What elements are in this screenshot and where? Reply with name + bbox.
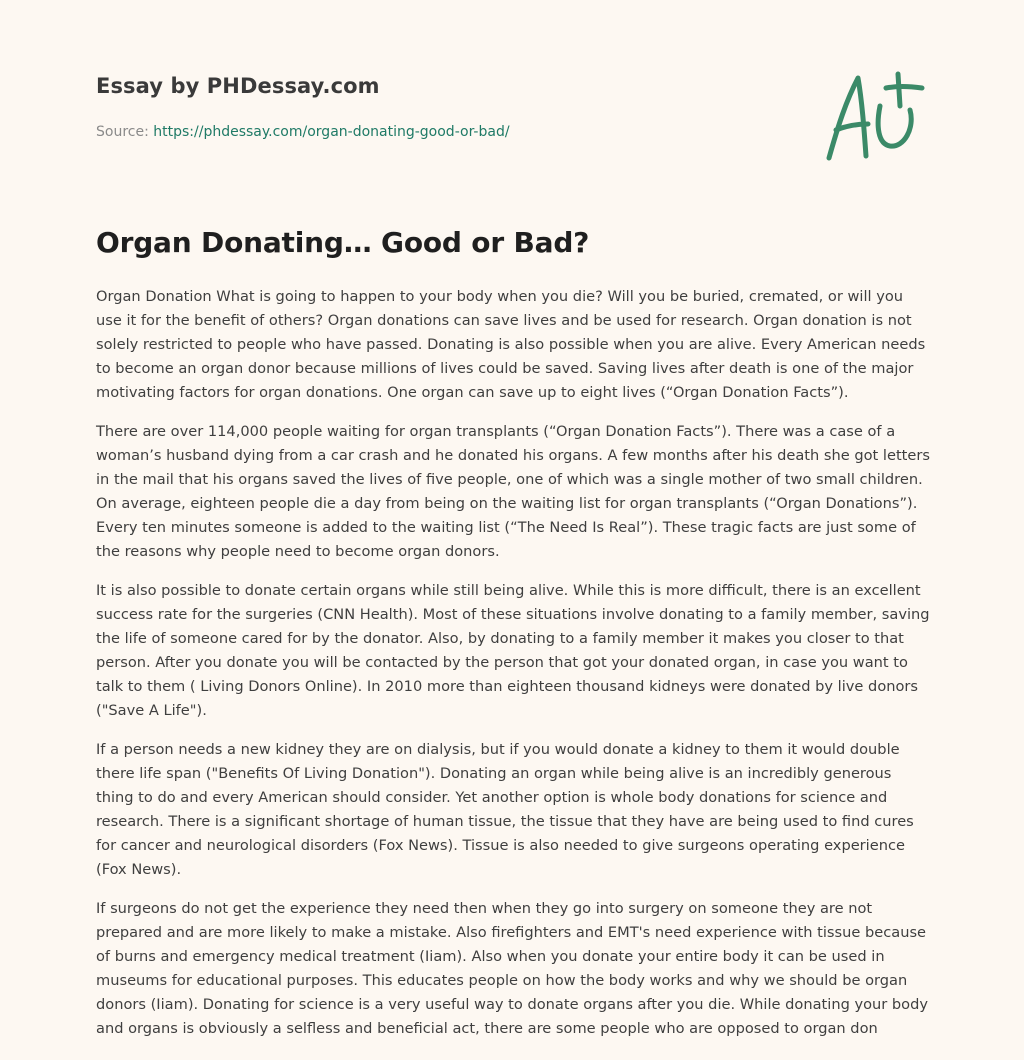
essay-body xyxy=(96,285,932,1056)
essay-paragraph: There are over 114,000 people waiting for organ transplants (“Organ Donation Facts”). There was a case of a woman’s husband dying from a car crash and he donated his organs. A few months after his death she got letters in the mail that his organs saved the lives of five people, one of which was a single mother of two small children. On average, eighteen people die a day from being on the waiting list for organ transplants (“Organ Donations”). Every ten minutes someone is added to the waiting list (“The Need Is Real”). These tragic facts are just some of the reasons why people need to become organ donors. xyxy=(96,423,930,560)
essay-paragraph: It is also possible to donate certain organs while still being alive. While this is more difficult, there is an excellent success rate for the surgeries (CNN Health). Most of these situations involve donating to a family member, saving the life of someone cared for by the donator. Also, by donating to a family member it makes you closer to that person. After you donate you will be contacted by the person that got your donated organ, in case you want to talk to them ( Living Donors Online). In 2010 more than eighteen thousand kidneys were donated by live donors ("Save A Life"). xyxy=(96,582,930,719)
source-line xyxy=(96,124,510,140)
essay-title: Organ Donating… Good or Bad? xyxy=(96,226,590,259)
site-title: Essay by PHDessay.com xyxy=(96,74,380,98)
source-label: Source: xyxy=(96,124,154,140)
a-plus-logo-icon xyxy=(820,66,930,166)
essay-paragraph: If a person needs a new kidney they are on dialysis, but if you would donate a kidney to them it would double there life span ("Benefits Of Living Donation"). Donating an organ while being alive is an incredibly generous thing to do and every American should consider. Yet another option is whole body donations for science and research. There is a significant shortage of human tissue, the tissue that they have are being used to find cures for cancer and neurological disorders (Fox News). Tissue is also needed to give surgeons operating experience (Fox News). xyxy=(96,741,914,878)
essay-paragraph: If surgeons do not get the experience they need then when they go into surgery on someone they are not prepared and are more likely to make a mistake. Also firefighters and EMT's need experience with tissue because of burns and emergency medical treatment (Iiam). Also when you donate your entire body it can be used in museums for educational purposes. This educates people on how the body works and why we should be organ donors (Iiam). Donating for science is a very useful way to donate organs after you die. While donating your body and organs is obviously a selfless and beneficial act, there are some people who are opposed to organ don xyxy=(96,900,929,1037)
source-link[interactable]: https://phdessay.com/organ-donating-good-or-bad/ xyxy=(153,124,510,140)
essay-paragraph: Organ Donation What is going to happen to your body when you die? Will you be buried, cremated, or will you use it for the benefit of others? Organ donations can save lives and be used for research. Organ donation is not solely restricted to people who have passed. Donating is also possible when you are alive. Every American needs to become an organ donor because millions of lives could be saved. Saving lives after death is one of the major motivating factors for organ donations. One organ can save up to eight lives (“Organ Donation Facts”). xyxy=(96,288,926,401)
